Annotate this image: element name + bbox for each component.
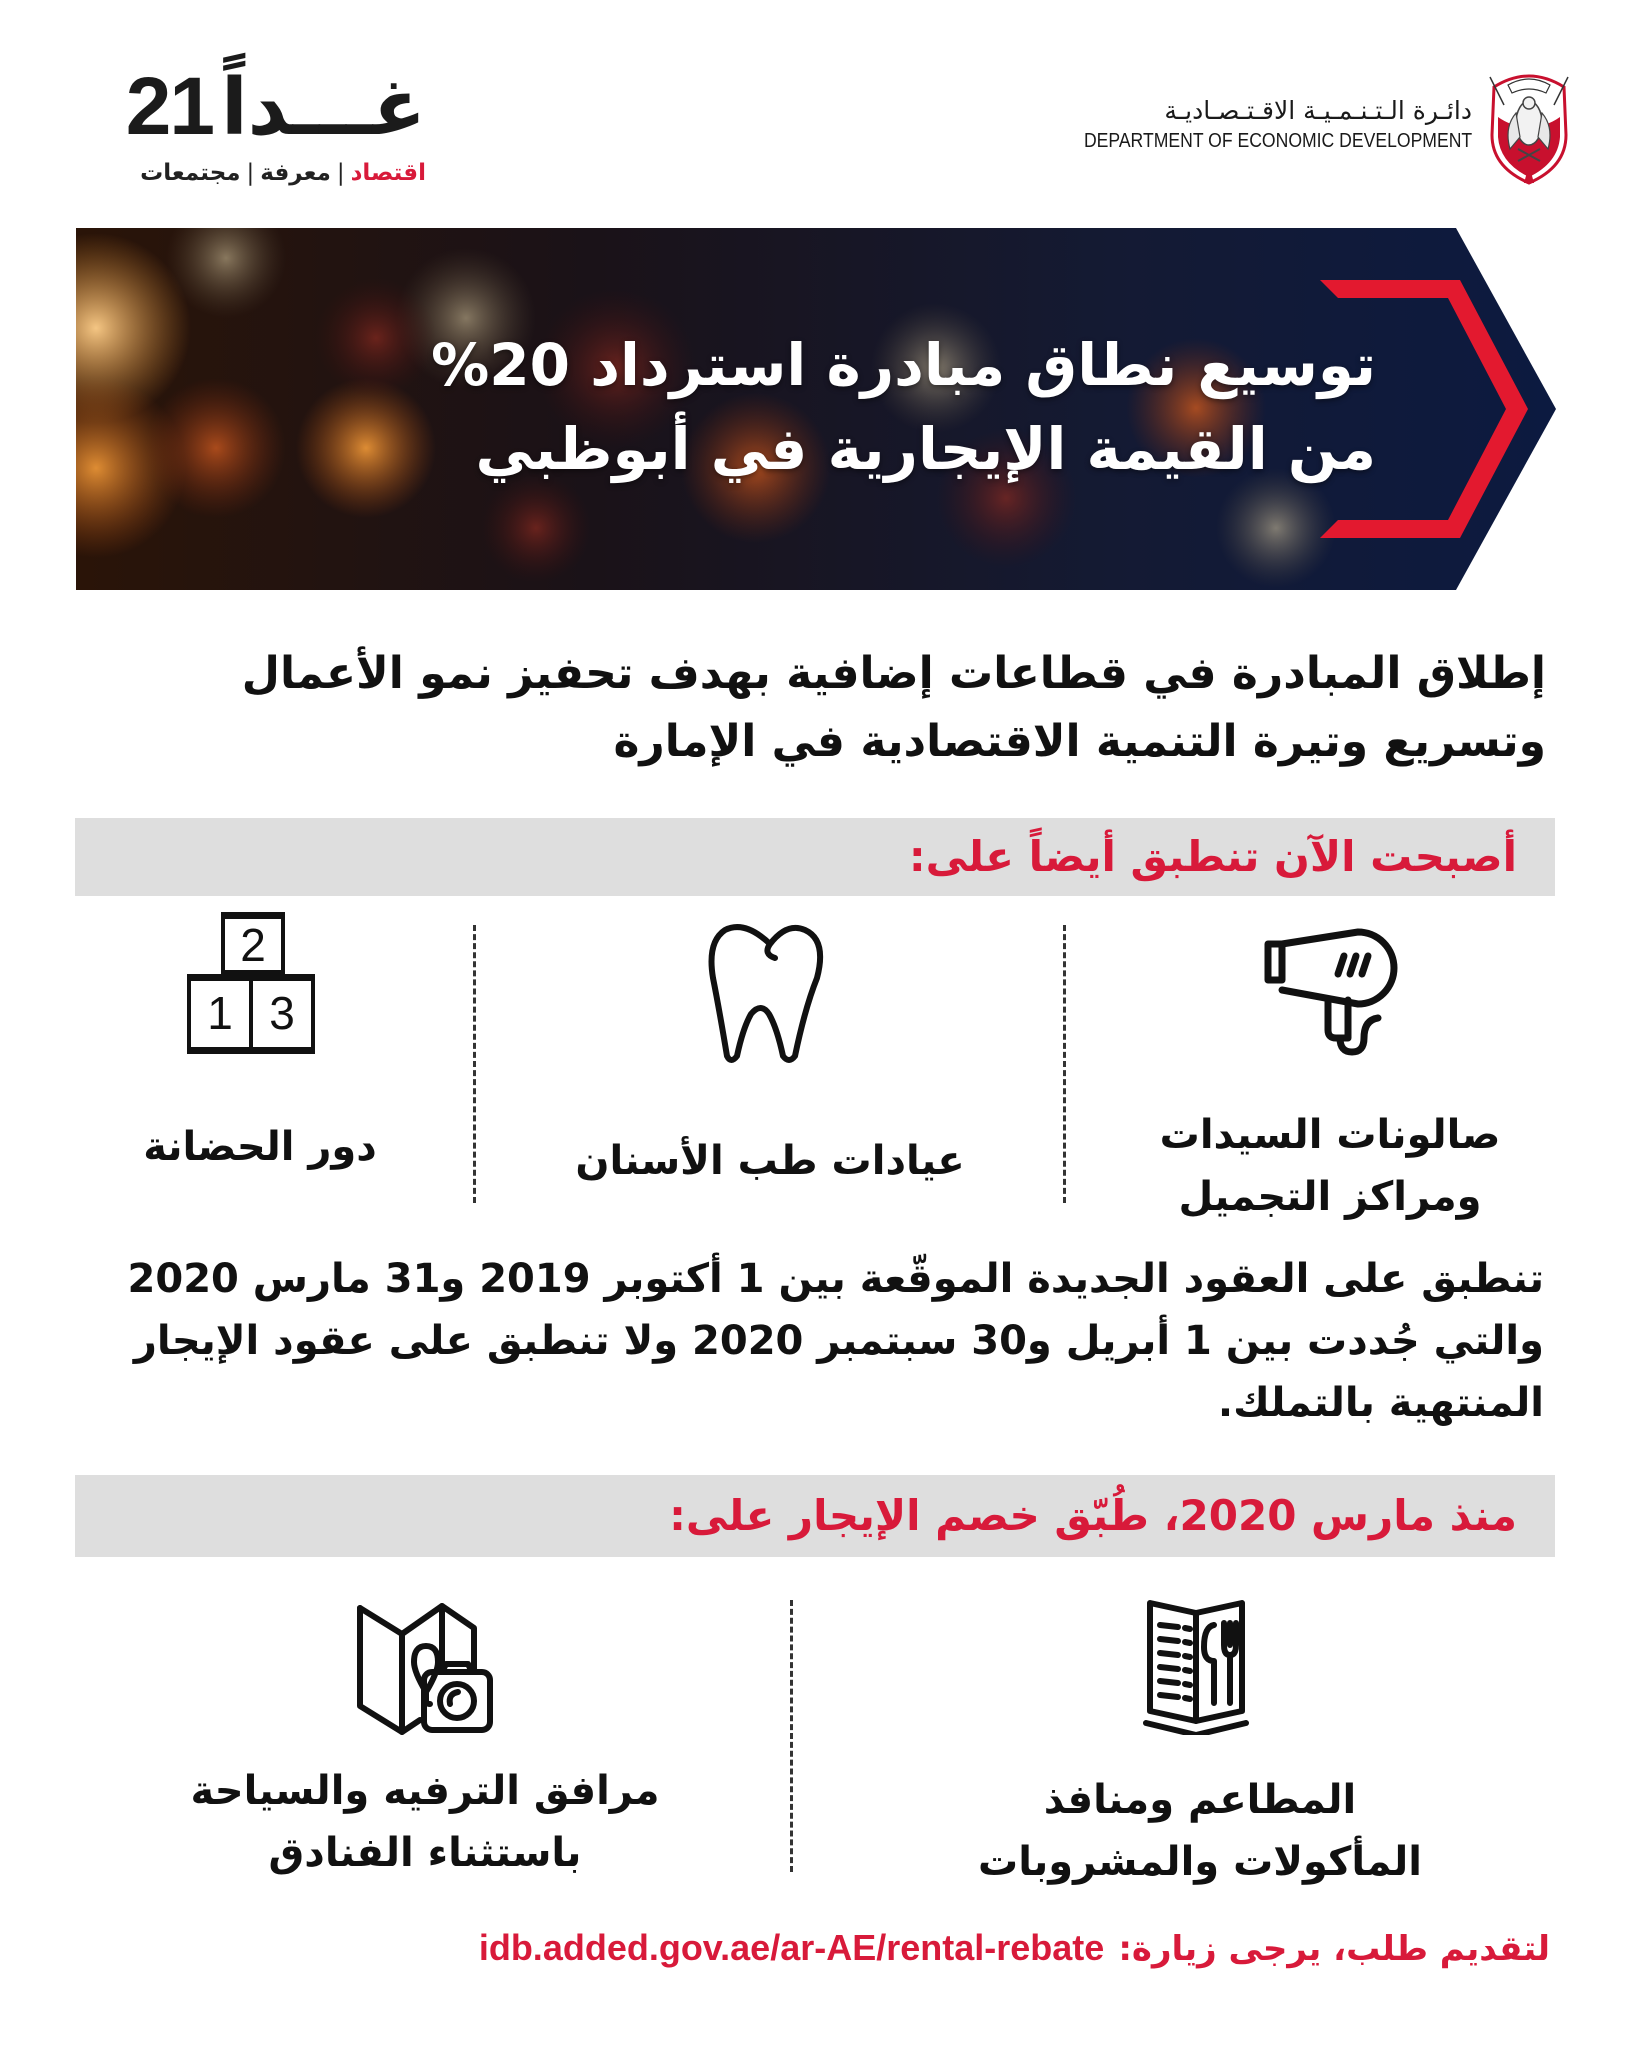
category-label-line-1: مرافق الترفيه والسياحة <box>190 1768 660 1814</box>
category-label <box>490 1130 1050 1192</box>
section-header-now-applies <box>75 818 1555 896</box>
map-camera-icon <box>350 1600 500 1740</box>
tagline-economy: اقتصاد <box>350 160 426 186</box>
tagline-communities: مجتمعات <box>140 160 241 186</box>
intro-text <box>66 640 1546 776</box>
conditions-line-1: تنطبق على العقود الجديدة الموقّعة بين 1 أكتوبر 2019 و31 مارس 2020 <box>127 1256 1544 1302</box>
block-left: 1 <box>187 974 253 1054</box>
conditions-line-3: المنتهية بالتملك. <box>1217 1380 1544 1426</box>
category-entertainment-tourism <box>80 1600 770 1884</box>
ghadan-word: غـــداً <box>220 63 426 153</box>
category-label-line-1: دور الحضانة <box>143 1124 377 1170</box>
category-label <box>1100 1104 1560 1228</box>
category-label-line-2: باستثناء الفنادق <box>268 1830 582 1876</box>
category-label-line-2: المأكولات والمشروبات <box>978 1839 1422 1885</box>
ghadan-number: 21 <box>125 61 213 152</box>
category-label-line-1: المطاعم ومنافذ <box>1043 1777 1357 1823</box>
block-top: 2 <box>221 912 285 974</box>
rental-rebate-link[interactable]: idb.added.gov.ae/ar-AE/rental-rebate <box>478 1927 1105 1968</box>
category-dental-clinics <box>490 918 1050 1192</box>
category-nurseries <box>80 912 440 1178</box>
banner-title-line-2: من القيمة الإيجارية في أبوظبي <box>475 415 1376 483</box>
eligibility-conditions <box>74 1248 1544 1434</box>
category-label <box>840 1769 1560 1893</box>
toy-blocks-icon <box>187 912 333 1058</box>
intro-line-2: وتسريع وتيرة التنمية الاقتصادية في الإمارة <box>613 716 1546 767</box>
banner-title <box>431 323 1376 491</box>
ded-name-english: DEPARTMENT OF ECONOMIC DEVELOPMENT <box>1083 130 1472 152</box>
category-label-line-1: عيادات طب الأسنان <box>575 1138 965 1184</box>
ded-name <box>1031 95 1472 155</box>
category-restaurants <box>840 1595 1560 1893</box>
restaurant-menu-icon <box>1130 1595 1270 1735</box>
tagline-separator: | <box>336 160 345 186</box>
ghadan-21-wordmark <box>126 62 426 153</box>
banner-title-line-1: توسيع نطاق مبادرة استرداد 20% <box>431 331 1376 399</box>
ded-logo <box>1012 65 1572 195</box>
column-divider <box>473 925 476 1203</box>
hero-banner <box>76 228 1556 590</box>
ded-name-arabic: دائـرة الـتـنـمـيـة الاقـتـصـاديـة <box>1164 96 1472 125</box>
ghadan-tagline <box>140 160 426 186</box>
apply-footer <box>479 1918 1550 1979</box>
abu-dhabi-falcon-emblem-icon <box>1486 65 1572 189</box>
category-beauty-salons <box>1100 920 1560 1228</box>
category-label <box>80 1116 440 1178</box>
block-right: 3 <box>249 974 315 1054</box>
intro-line-1: إطلاق المبادرة في قطاعات إضافية بهدف تحفيز نمو الأعمال <box>241 648 1546 699</box>
conditions-line-2: والتي جُددت بين 1 أبريل و30 سبتمبر 2020 ولا تنطبق على عقود الإيجار <box>133 1318 1544 1364</box>
category-label-line-1: صالونات السيدات <box>1159 1112 1501 1158</box>
section-header-since-march <box>75 1475 1555 1557</box>
tagline-knowledge: معرفة <box>260 160 331 186</box>
section-title: منذ مارس 2020، طُبّق خصم الإيجار على: <box>669 1491 1517 1540</box>
category-label-line-2: ومراكز التجميل <box>1178 1174 1482 1220</box>
tagline-separator: | <box>246 160 255 186</box>
category-label <box>80 1760 770 1884</box>
column-divider <box>790 1600 793 1872</box>
hair-dryer-icon <box>1260 920 1400 1060</box>
column-divider <box>1063 925 1066 1203</box>
tooth-icon <box>705 918 835 1064</box>
section-title: أصبحت الآن تنطبق أيضاً على: <box>908 832 1517 881</box>
ghadan-21-logo <box>86 62 426 202</box>
apply-prompt: لتقديم طلب، يرجى زيارة: <box>1118 1929 1550 1969</box>
